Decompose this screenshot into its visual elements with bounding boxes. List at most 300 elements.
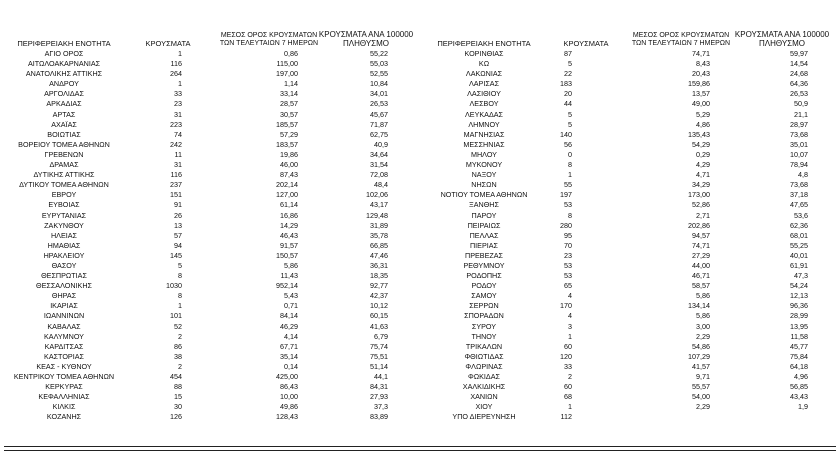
avg7-cell: 74,71 xyxy=(692,240,710,250)
per100k-cell: 48,4 xyxy=(374,180,388,190)
per100k-cell: 47,46 xyxy=(370,250,388,260)
table-row xyxy=(0,342,420,352)
avg7-cell: 202,86 xyxy=(688,220,710,230)
avg7-cell: 4,14 xyxy=(284,331,298,341)
table-row xyxy=(0,170,420,180)
avg7-cell: 94,57 xyxy=(692,230,710,240)
avg7-cell: 57,29 xyxy=(280,129,298,139)
cases-cell: 1 xyxy=(568,170,572,180)
table-row xyxy=(420,311,840,321)
region-name-cell: ΖΑΚΥΝΘΟΥ xyxy=(44,220,84,230)
avg7-cell: 16,86 xyxy=(280,210,298,220)
region-name-cell: ΙΩΑΝΝΙΝΩΝ xyxy=(43,311,85,321)
cases-cell: 8 xyxy=(568,210,572,220)
region-name-cell: ΘΕΣΣΑΛΟΝΙΚΗΣ xyxy=(36,281,92,291)
avg7-cell: 19,86 xyxy=(280,149,298,159)
cases-cell: 2 xyxy=(178,361,182,371)
region-name-cell: ΚΑΒΑΛΑΣ xyxy=(47,321,81,331)
cases-cell: 101 xyxy=(170,311,182,321)
region-name-cell: ΜΥΚΟΝΟΥ xyxy=(465,160,503,170)
per100k-cell: 75,51 xyxy=(370,351,388,361)
cases-cell: 8 xyxy=(178,291,182,301)
table-row xyxy=(0,372,420,382)
region-name-cell: ΡΕΘΥΜΝΟΥ xyxy=(463,260,505,270)
table-row xyxy=(420,120,840,130)
region-name-cell: ΠΑΡΟΥ xyxy=(471,210,497,220)
header-region-label: ΠΕΡΙΦΕΡΕΙΑΚΗ ΕΝΟΤΗΤΑ xyxy=(17,39,111,48)
table-row xyxy=(0,301,420,311)
avg7-cell: 13,57 xyxy=(692,89,710,99)
avg7-cell: 2,29 xyxy=(696,331,710,341)
per100k-cell: 43,17 xyxy=(370,200,388,210)
cases-cell: 5 xyxy=(568,109,572,119)
per100k-cell: 26,53 xyxy=(370,99,388,109)
region-name-cell: ΧΑΛΚΙΔΙΚΗΣ xyxy=(462,382,506,392)
table-row xyxy=(0,59,420,69)
region-name-cell: ΕΒΡΟΥ xyxy=(51,190,77,200)
region-name-cell: ΠΕΛΛΑΣ xyxy=(469,230,499,240)
per100k-cell: 64,36 xyxy=(790,79,808,89)
table-row xyxy=(420,59,840,69)
region-name-cell: ΝΑΞΟΥ xyxy=(471,170,497,180)
table-row xyxy=(420,150,840,160)
cases-cell: 65 xyxy=(564,281,572,291)
region-name-cell: ΗΡΑΚΛΕΙΟΥ xyxy=(43,250,85,260)
cases-cell: 91 xyxy=(174,200,182,210)
region-name-cell: ΚΑΣΤΟΡΙΑΣ xyxy=(44,351,84,361)
table-row xyxy=(0,69,420,79)
avg7-cell: 5,43 xyxy=(284,291,298,301)
avg7-cell: 425,00 xyxy=(276,372,298,381)
region-name-cell: ΑΡΓΟΛΙΔΑΣ xyxy=(44,89,84,99)
region-name-cell: ΦΘΙΩΤΙΔΑΣ xyxy=(464,351,504,361)
region-name-cell: ΥΠΟ ΔΙΕΡΕΥΝΗΣΗ xyxy=(452,412,516,422)
avg7-cell: 1,14 xyxy=(284,79,298,89)
avg7-cell: 9,71 xyxy=(696,372,710,381)
per100k-cell: 56,85 xyxy=(790,382,808,392)
cases-cell: 52 xyxy=(174,321,182,331)
cases-cell: 86 xyxy=(174,341,182,351)
bottom-rule xyxy=(4,446,836,447)
column-header-region-right xyxy=(424,22,544,48)
region-name-cell: ΧΙΟΥ xyxy=(475,402,493,412)
per100k-cell: 66,85 xyxy=(370,240,388,250)
avg7-cell: 173,00 xyxy=(688,190,710,200)
per100k-cell: 45,77 xyxy=(790,341,808,351)
header-per100k-line2: ΠΛΗΘΥΣΜΟ xyxy=(342,39,390,48)
cases-cell: 88 xyxy=(174,382,182,392)
region-name-cell: ΘΗΡΑΣ xyxy=(51,291,77,301)
avg7-cell: 61,14 xyxy=(280,200,298,210)
per100k-cell: 21,1 xyxy=(794,109,808,119)
region-name-cell: ΚΑΛΥΜΝΟΥ xyxy=(44,331,84,341)
avg7-cell: 5,86 xyxy=(696,311,710,321)
table-row xyxy=(0,231,420,241)
cases-cell: 11 xyxy=(174,149,182,159)
table-row xyxy=(0,211,420,221)
avg7-cell: 14,29 xyxy=(280,220,298,230)
cases-cell: 56 xyxy=(564,139,572,149)
table-row xyxy=(420,190,840,200)
region-name-cell: ΠΕΙΡΑΙΩΣ xyxy=(467,220,501,230)
region-name-cell: ΚΑΡΔΙΤΣΑΣ xyxy=(44,341,84,351)
cases-cell: 197 xyxy=(560,190,572,200)
table-row xyxy=(420,140,840,150)
cases-cell: 1 xyxy=(178,301,182,311)
avg7-cell: 115,00 xyxy=(276,59,298,69)
table-row xyxy=(420,301,840,311)
table-row xyxy=(0,362,420,372)
cases-cell: 53 xyxy=(564,200,572,210)
cases-cell: 8 xyxy=(568,160,572,170)
cases-cell: 87 xyxy=(564,49,572,58)
region-name-cell: ΝΟΤΙΟΥ ΤΟΜΕΑ ΑΘΗΝΩΝ xyxy=(440,190,528,200)
region-name-cell: ΡΟΔΟΠΗΣ xyxy=(466,271,502,281)
per100k-cell: 18,35 xyxy=(370,271,388,281)
table-row xyxy=(0,190,420,200)
region-name-cell: ΣΕΡΡΩΝ xyxy=(469,301,499,311)
cases-cell: 2 xyxy=(568,372,572,381)
table-row xyxy=(420,251,840,261)
avg7-cell: 202,14 xyxy=(276,180,298,190)
table-row xyxy=(420,160,840,170)
table-row xyxy=(0,332,420,342)
table-row xyxy=(0,89,420,99)
avg7-cell: 41,57 xyxy=(692,361,710,371)
per100k-cell: 59,97 xyxy=(790,49,808,58)
per100k-cell: 71,87 xyxy=(370,119,388,129)
avg7-cell: 84,14 xyxy=(280,311,298,321)
region-name-cell: ΚΟΡΙΝΘΙΑΣ xyxy=(464,49,504,58)
per100k-cell: 10,07 xyxy=(790,149,808,159)
table-row xyxy=(0,291,420,301)
region-name-cell: ΔΥΤΙΚΗΣ ΑΤΤΙΚΗΣ xyxy=(33,170,95,180)
cases-cell: 183 xyxy=(560,79,572,89)
table-row xyxy=(0,322,420,332)
cases-cell: 223 xyxy=(170,119,182,129)
region-name-cell: ΚΕΦΑΛΛΗΝΙΑΣ xyxy=(38,392,90,402)
region-name-cell: ΑΡΚΑΔΙΑΣ xyxy=(46,99,82,109)
cases-cell: 23 xyxy=(564,250,572,260)
avg7-cell: 183,57 xyxy=(276,139,298,149)
table-row xyxy=(0,110,420,120)
per100k-cell: 61,91 xyxy=(790,260,808,270)
header-per100k-line1-right: ΚΡΟΥΣΜΑΤΑ ΑΝΑ 100000 xyxy=(734,30,830,39)
avg7-cell: 2,71 xyxy=(696,210,710,220)
column-header-per100k xyxy=(316,22,416,48)
per100k-cell: 84,31 xyxy=(370,382,388,392)
table-row xyxy=(420,170,840,180)
cases-cell: 116 xyxy=(170,170,182,180)
cases-cell: 15 xyxy=(174,392,182,402)
per100k-cell: 62,36 xyxy=(790,220,808,230)
table-row xyxy=(0,221,420,231)
cases-cell: 5 xyxy=(568,119,572,129)
avg7-cell: 3,00 xyxy=(696,321,710,331)
table-row xyxy=(0,382,420,392)
header-region-label-right: ΠΕΡΙΦΕΡΕΙΑΚΗ ΕΝΟΤΗΤΑ xyxy=(437,39,531,48)
header-avg7-line2: ΤΩΝ ΤΕΛΕΥΤΑΙΩΝ 7 ΗΜΕΡΩΝ xyxy=(219,40,319,47)
per100k-cell: 31,54 xyxy=(370,160,388,170)
table-row xyxy=(0,392,420,402)
per100k-cell: 14,54 xyxy=(790,59,808,69)
table-row xyxy=(0,49,420,59)
per100k-cell: 42,37 xyxy=(370,291,388,301)
table-row xyxy=(420,49,840,59)
cases-cell: 70 xyxy=(564,240,572,250)
region-name-cell: ΑΝΔΡΟΥ xyxy=(49,79,79,89)
table-row xyxy=(0,79,420,89)
table-row xyxy=(0,120,420,130)
cases-cell: 57 xyxy=(174,230,182,240)
per100k-cell: 47,3 xyxy=(794,271,808,281)
per100k-cell: 47,65 xyxy=(790,200,808,210)
region-name-cell: ΝΗΣΩΝ xyxy=(471,180,497,190)
cases-cell: 151 xyxy=(170,190,182,200)
per100k-cell: 129,48 xyxy=(366,210,388,220)
table-row xyxy=(420,392,840,402)
cases-cell: 1 xyxy=(568,331,572,341)
avg7-cell: 54,86 xyxy=(692,341,710,351)
cases-cell: 242 xyxy=(170,139,182,149)
per100k-cell: 92,77 xyxy=(370,281,388,291)
right-rows xyxy=(420,49,840,422)
cases-cell: 112 xyxy=(560,412,572,422)
per100k-cell: 73,68 xyxy=(790,129,808,139)
table-row xyxy=(420,89,840,99)
cases-cell: 280 xyxy=(560,220,572,230)
table-row xyxy=(420,221,840,231)
cases-cell: 33 xyxy=(564,361,572,371)
avg7-cell: 10,00 xyxy=(280,392,298,402)
column-header-cases-right xyxy=(556,22,616,48)
cases-cell: 22 xyxy=(564,69,572,79)
per100k-cell: 40,01 xyxy=(790,250,808,260)
region-name-cell: ΜΕΣΣΗΝΙΑΣ xyxy=(463,139,505,149)
avg7-cell: 150,57 xyxy=(276,250,298,260)
bottom-rule-2 xyxy=(4,450,836,451)
cases-cell: 68 xyxy=(564,392,572,402)
region-name-cell: ΛΗΜΝΟΥ xyxy=(468,119,500,129)
per100k-cell: 1,9 xyxy=(798,402,808,412)
left-rows xyxy=(0,49,420,422)
cases-cell: 44 xyxy=(564,99,572,109)
avg7-cell: 127,00 xyxy=(276,190,298,200)
table-row xyxy=(420,271,840,281)
region-name-cell: ΛΑΡΙΣΑΣ xyxy=(468,79,500,89)
region-name-cell: ΦΩΚΙΔΑΣ xyxy=(468,372,500,381)
avg7-cell: 5,86 xyxy=(696,291,710,301)
region-name-cell: ΚΕΝΤΡΙΚΟΥ ΤΟΜΕΑ ΑΘΗΝΩΝ xyxy=(13,372,115,381)
cases-cell: 60 xyxy=(564,382,572,392)
per100k-cell: 40,9 xyxy=(374,139,388,149)
table-row xyxy=(0,180,420,190)
table-row xyxy=(420,372,840,382)
avg7-cell: 0,71 xyxy=(284,301,298,311)
per100k-cell: 72,08 xyxy=(370,170,388,180)
avg7-cell: 28,57 xyxy=(280,99,298,109)
cases-cell: 1 xyxy=(178,79,182,89)
table-row xyxy=(420,261,840,271)
table-row xyxy=(0,241,420,251)
avg7-cell: 91,57 xyxy=(280,240,298,250)
per100k-cell: 75,74 xyxy=(370,341,388,351)
column-header-cases xyxy=(138,22,198,48)
avg7-cell: 0,29 xyxy=(696,149,710,159)
region-name-cell: ΔΡΑΜΑΣ xyxy=(49,160,79,170)
cases-cell: 53 xyxy=(564,260,572,270)
region-name-cell: ΛΕΣΒΟΥ xyxy=(469,99,499,109)
table-row xyxy=(0,281,420,291)
table-row xyxy=(420,69,840,79)
region-name-cell: ΑΧΑΪΑΣ xyxy=(51,119,77,129)
avg7-cell: 55,57 xyxy=(692,382,710,392)
cases-cell: 1 xyxy=(568,402,572,412)
region-name-cell: ΜΗΛΟΥ xyxy=(471,149,497,159)
avg7-cell: 20,43 xyxy=(692,69,710,79)
cases-cell: 33 xyxy=(174,89,182,99)
avg7-cell: 74,71 xyxy=(692,49,710,58)
cases-cell: 126 xyxy=(170,412,182,422)
region-name-cell: ΕΥΡΥΤΑΝΙΑΣ xyxy=(41,210,87,220)
per100k-cell: 34,64 xyxy=(370,149,388,159)
region-name-cell: ΣΥΡΟΥ xyxy=(471,321,497,331)
cases-cell: 1030 xyxy=(166,281,182,291)
avg7-cell: 86,43 xyxy=(280,382,298,392)
per100k-cell: 96,36 xyxy=(790,301,808,311)
table-row xyxy=(420,412,840,422)
table-row xyxy=(420,322,840,332)
table-row xyxy=(420,99,840,109)
region-name-cell: ΚΙΛΚΙΣ xyxy=(52,402,76,412)
per100k-cell: 12,13 xyxy=(790,291,808,301)
per100k-cell: 35,01 xyxy=(790,139,808,149)
cases-cell: 26 xyxy=(174,210,182,220)
per100k-cell: 28,99 xyxy=(790,311,808,321)
per100k-cell: 4,96 xyxy=(794,372,808,381)
avg7-cell: 44,00 xyxy=(692,260,710,270)
region-name-cell: ΑΡΤΑΣ xyxy=(52,109,76,119)
avg7-cell: 46,43 xyxy=(280,230,298,240)
table-row xyxy=(0,150,420,160)
table-row xyxy=(0,99,420,109)
cases-cell: 145 xyxy=(170,250,182,260)
region-name-cell: ΤΡΙΚΑΛΩΝ xyxy=(465,341,503,351)
region-name-cell: ΙΚΑΡΙΑΣ xyxy=(50,301,78,311)
cases-cell: 4 xyxy=(568,311,572,321)
avg7-cell: 46,71 xyxy=(692,271,710,281)
cases-cell: 38 xyxy=(174,351,182,361)
region-name-cell: ΚΟΖΑΝΗΣ xyxy=(46,412,82,422)
per100k-cell: 64,18 xyxy=(790,361,808,371)
region-name-cell: ΠΡΕΒΕΖΑΣ xyxy=(465,250,503,260)
per100k-cell: 13,95 xyxy=(790,321,808,331)
region-name-cell: ΚΕΑΣ - ΚΥΘΝΟΥ xyxy=(36,361,92,371)
table-row xyxy=(0,140,420,150)
per100k-cell: 26,53 xyxy=(790,89,808,99)
column-header-per100k-right xyxy=(732,22,832,48)
cases-cell: 60 xyxy=(564,341,572,351)
per100k-cell: 44,1 xyxy=(374,372,388,381)
region-name-cell: ΛΑΚΩΝΙΑΣ xyxy=(465,69,503,79)
avg7-cell: 46,00 xyxy=(280,160,298,170)
table-row xyxy=(420,79,840,89)
avg7-cell: 107,29 xyxy=(688,351,710,361)
cases-cell: 170 xyxy=(560,301,572,311)
cases-cell: 74 xyxy=(174,129,182,139)
avg7-cell: 952,14 xyxy=(276,281,298,291)
avg7-cell: 49,00 xyxy=(692,99,710,109)
header-avg7-line2-right: ΤΩΝ ΤΕΛΕΥΤΑΙΩΝ 7 ΗΜΕΡΩΝ xyxy=(631,40,731,47)
per100k-cell: 43,43 xyxy=(790,392,808,402)
cases-cell: 5 xyxy=(178,260,182,270)
cases-cell: 5 xyxy=(568,59,572,69)
per100k-cell: 6,79 xyxy=(374,331,388,341)
header-per100k-line2-right: ΠΛΗΘΥΣΜΟ xyxy=(758,39,806,48)
cases-cell: 30 xyxy=(174,402,182,412)
table-row xyxy=(420,352,840,362)
per100k-cell: 35,78 xyxy=(370,230,388,240)
per100k-cell: 68,01 xyxy=(790,230,808,240)
region-name-cell: ΒΟΡΕΙΟΥ ΤΟΜΕΑ ΑΘΗΝΩΝ xyxy=(18,139,110,149)
table-row xyxy=(420,200,840,210)
table-row xyxy=(420,130,840,140)
avg7-cell: 34,29 xyxy=(692,180,710,190)
avg7-cell: 197,00 xyxy=(276,69,298,79)
avg7-cell: 8,43 xyxy=(696,59,710,69)
avg7-cell: 5,86 xyxy=(284,260,298,270)
region-name-cell: ΘΕΣΠΡΩΤΙΑΣ xyxy=(41,271,87,281)
avg7-cell: 46,29 xyxy=(280,321,298,331)
per100k-cell: 53,6 xyxy=(794,210,808,220)
cases-cell: 1 xyxy=(178,49,182,58)
per100k-cell: 10,12 xyxy=(370,301,388,311)
table-row xyxy=(0,311,420,321)
per100k-cell: 31,89 xyxy=(370,220,388,230)
header-avg7-line1-right: ΜΕΣΟΣ ΟΡΟΣ ΚΡΟΥΣΜΑΤΩΝ xyxy=(632,32,730,39)
cases-cell: 0 xyxy=(568,149,572,159)
table-row xyxy=(420,211,840,221)
column-header-avg7-right xyxy=(626,22,736,48)
avg7-cell: 49,86 xyxy=(280,402,298,412)
column-header-avg7 xyxy=(214,22,324,48)
avg7-cell: 87,43 xyxy=(280,170,298,180)
cases-cell: 120 xyxy=(560,351,572,361)
region-name-cell: ΑΝΑΤΟΛΙΚΗΣ ΑΤΤΙΚΗΣ xyxy=(25,69,103,79)
region-name-cell: ΚΩ xyxy=(478,59,490,69)
per100k-cell: 28,97 xyxy=(790,119,808,129)
per100k-cell: 10,84 xyxy=(370,79,388,89)
table-row xyxy=(420,180,840,190)
region-name-cell: ΒΟΙΩΤΙΑΣ xyxy=(47,129,81,139)
region-name-cell: ΜΑΓΝΗΣΙΑΣ xyxy=(463,129,505,139)
per100k-cell: 55,22 xyxy=(370,49,388,58)
header-avg7-line1: ΜΕΣΟΣ ΟΡΟΣ ΚΡΟΥΣΜΑΤΩΝ xyxy=(220,32,318,39)
cases-cell: 20 xyxy=(564,89,572,99)
per100k-cell: 54,24 xyxy=(790,281,808,291)
region-name-cell: ΛΕΥΚΑΔΑΣ xyxy=(464,109,503,119)
per100k-cell: 37,18 xyxy=(790,190,808,200)
avg7-cell: 54,00 xyxy=(692,392,710,402)
cases-cell: 237 xyxy=(170,180,182,190)
table-row xyxy=(0,402,420,412)
table-row xyxy=(0,200,420,210)
cases-cell: 4 xyxy=(568,291,572,301)
table-row xyxy=(420,110,840,120)
avg7-cell: 159,86 xyxy=(688,79,710,89)
avg7-cell: 30,57 xyxy=(280,109,298,119)
avg7-cell: 67,71 xyxy=(280,341,298,351)
